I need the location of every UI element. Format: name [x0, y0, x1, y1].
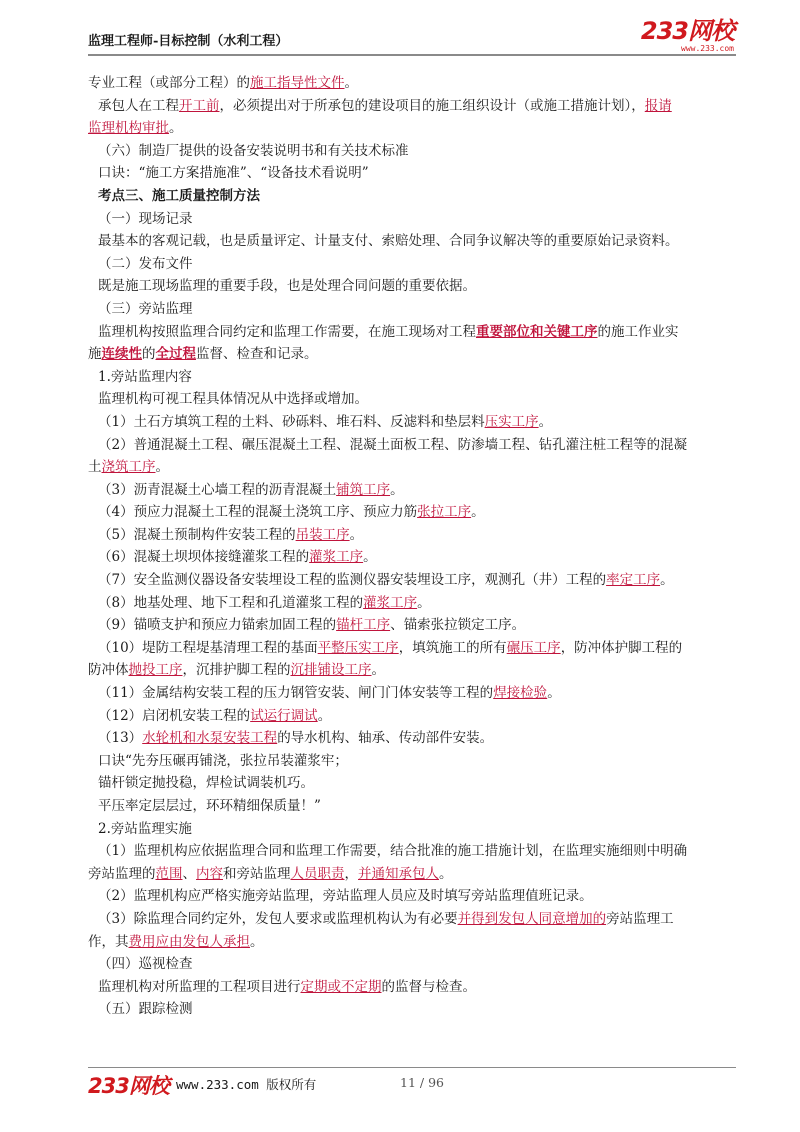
text-line [88, 659, 736, 682]
highlight-text: 并通知承包人 [358, 865, 439, 882]
text-line [88, 614, 736, 637]
page-number: 11 / 96 [400, 1075, 444, 1090]
text-line [88, 772, 736, 795]
text-segment: （三）旁站监理 [98, 300, 193, 317]
highlight-text: 率定工序 [606, 572, 661, 589]
footer-copyright: www.233.com 版权所有 [176, 1077, 317, 1092]
highlight-text: 平整压实工序 [317, 639, 399, 656]
text-segment: 承包人在工程 [98, 97, 179, 114]
highlight-text: 水轮机和水泵安装工程 [142, 730, 278, 747]
text-line [88, 931, 736, 954]
text-segment: 。 [538, 413, 553, 430]
text-segment: 。 [155, 459, 169, 476]
text-segment: 2.旁站监理实施 [98, 820, 192, 837]
text-line [88, 818, 736, 841]
text-segment: 。 [344, 75, 358, 91]
text-segment: （13） [98, 730, 143, 747]
text-segment: 口诀“先夯压碾再铺浇，张拉吊装灌浆牢； [98, 752, 348, 769]
text-segment: 。 [439, 865, 453, 882]
text-line [88, 298, 736, 321]
text-line [88, 275, 736, 298]
highlight-text: 浇筑工序 [101, 459, 156, 476]
text-line [88, 840, 736, 863]
text-line [88, 479, 736, 502]
text-line [88, 592, 736, 615]
highlight-text: 报请 [644, 97, 672, 114]
text-line [88, 366, 736, 389]
text-segment: 。 [547, 685, 561, 702]
highlight-text: 试运行调试 [250, 707, 318, 724]
text-segment: 监理机构可视工程具体情况从中选择或增加。 [98, 391, 368, 408]
text-segment: 。 [417, 594, 431, 611]
highlight-text: 定期或不定期 [300, 978, 382, 995]
text-line [88, 343, 736, 366]
text-segment: 的导水机构、轴承、传动部件安装。 [277, 730, 494, 747]
document-body [88, 72, 736, 1021]
text-segment: 防冲体 [88, 662, 129, 679]
text-segment: 。 [471, 504, 485, 521]
text-segment: （5）混凝土预制构件安装工程的 [98, 526, 296, 543]
highlight-text: 吊装工序 [295, 526, 350, 543]
text-segment: ，必须提出对于所承包的建设项目的施工组织设计（或施工措施计划）， [219, 97, 645, 114]
text-segment: （4）预应力混凝土工程的混凝土浇筑工序、预应力筋 [98, 504, 418, 521]
text-line [88, 162, 736, 185]
highlight-text: 开工前 [179, 97, 220, 114]
text-line [88, 524, 736, 547]
text-segment: 专业工程（或部分工程）的 [88, 75, 250, 91]
text-segment: 。 [349, 526, 364, 543]
text-segment: 口诀：“施工方案措施准”、“设备技术看说明” [98, 165, 369, 182]
text-line [88, 953, 736, 976]
text-segment: 。 [390, 481, 404, 498]
text-segment: （2）普通混凝土工程、碾压混凝土工程、混凝土面板工程、防渗墙工程、钻孔灌注桩工程等的混凝 [98, 436, 688, 453]
text-segment: 作，其 [88, 933, 129, 950]
text-line [88, 885, 736, 908]
text-line [88, 388, 736, 411]
text-segment: （9）锚喷支护和预应力锚索加固工程的 [98, 617, 337, 634]
highlight-text: 监理机构审批 [88, 120, 169, 137]
text-segment: 施 [88, 346, 102, 363]
text-line [88, 95, 736, 118]
text-segment: （10）堤防工程堤基清理工程的基面 [98, 639, 318, 656]
text-segment: ，防冲体护脚工程的 [560, 639, 683, 656]
text-line [88, 140, 736, 163]
text-segment: 、锚索张拉锁定工序。 [390, 617, 526, 634]
text-segment: 。 [371, 662, 385, 679]
text-segment: ，沉排护脚工程的 [182, 662, 291, 679]
highlight-text: 施工指导性文件 [250, 75, 345, 91]
text-line [88, 185, 736, 208]
highlight-text: 张拉工序 [417, 504, 472, 521]
text-segment: 监理机构对所监理的工程项目进行 [98, 978, 301, 995]
logo-text: 233网校 [640, 17, 734, 45]
text-line [88, 998, 736, 1021]
text-segment: （二）发布文件 [98, 255, 193, 272]
text-segment: ，填筑施工的所有 [398, 639, 507, 656]
text-line [88, 795, 736, 818]
text-segment: （四）巡视检查 [98, 956, 193, 973]
text-segment: （1）监理机构应依据监理合同和监理工作需要，结合批准的施工措施计划，在监理实施细则中明确 [98, 843, 688, 860]
highlight-text: 范围 [155, 865, 183, 882]
text-segment: （3）沥青混凝土心墙工程的沥青混凝土 [98, 481, 337, 498]
highlight-text: 费用应由发包人承担 [128, 933, 250, 950]
text-segment: 旁站监理工 [606, 910, 674, 927]
text-segment: 旁站监理的 [88, 865, 156, 882]
text-line [88, 117, 736, 140]
highlight-text: 沉排铺设工序 [290, 662, 372, 679]
highlight-text: 内容 [196, 865, 223, 882]
text-line [88, 682, 736, 705]
text-segment: 的施工作业实 [597, 323, 679, 340]
logo-url: www.233.com [681, 44, 734, 53]
highlight-text: 压实工序 [484, 413, 539, 430]
text-segment: 、 [182, 865, 196, 882]
section-heading: 考点三、施工质量控制方法 [98, 187, 260, 204]
header-title: 监理工程师-目标控制（水利工程） [88, 34, 289, 49]
text-line [88, 976, 736, 999]
text-segment: 最基本的客观记载，也是质量评定、计量支付、索赔处理、合同争议解决等的重要原始记录资料。 [98, 233, 679, 250]
text-segment: （1）土石方填筑工程的土料、砂砾料、堆石料、反滤料和垫层料 [98, 413, 485, 430]
text-segment: 锚杆锁定抛投稳，焊检试调装机巧。 [98, 775, 314, 792]
text-segment: 既是施工现场监理的重要手段，也是处理合同问题的重要依据。 [98, 278, 476, 295]
text-segment: （2）监理机构应严格实施旁站监理，旁站监理人员应及时填写旁站监理值班记录。 [98, 888, 593, 905]
text-segment: 的监督与检查。 [381, 978, 476, 995]
text-segment: 1.旁站监理内容 [98, 368, 192, 385]
text-segment: 。 [250, 933, 264, 950]
text-segment: （7）安全监测仪器设备安装埋设工程的监测仪器安装埋设工序，观测孔（井）工程的 [98, 572, 607, 589]
text-line [88, 637, 736, 660]
highlight-text: 抛投工序 [128, 662, 183, 679]
text-line [88, 434, 736, 457]
highlight-text: 碾压工序 [506, 639, 561, 656]
highlight-text: 锚杆工序 [336, 617, 391, 634]
text-segment: 监理机构按照监理合同约定和监理工作需要，在施工现场对工程 [98, 323, 476, 340]
text-segment: 。 [363, 549, 377, 566]
text-segment: （六）制造厂提供的设备安装说明书和有关技术标准 [98, 142, 409, 159]
text-segment: （一）现场记录 [98, 210, 193, 227]
text-segment: ， [344, 865, 358, 882]
text-line [88, 546, 736, 569]
brand-logo [641, 18, 734, 53]
text-line [88, 230, 736, 253]
page-footer [88, 1070, 736, 1096]
highlight-text: 连续性 [101, 346, 142, 363]
text-segment: 监督、检查和记录。 [196, 346, 318, 363]
footer-logo: 233网校 [88, 1074, 169, 1098]
text-segment: （6）混凝土坝坝体接缝灌浆工程的 [98, 549, 310, 566]
text-line [88, 863, 736, 886]
text-line [88, 501, 736, 524]
footer-divider [88, 1067, 736, 1068]
page-header [88, 17, 736, 54]
text-line [88, 705, 736, 728]
highlight-text: 重要部位和关键工序 [476, 323, 598, 340]
text-segment: （12）启闭机安装工程的 [98, 707, 251, 724]
text-line [88, 727, 736, 750]
text-segment: 。 [317, 707, 332, 724]
text-segment: 和旁站监理 [223, 865, 291, 882]
text-segment: （五）跟踪检测 [98, 1001, 193, 1018]
text-line [88, 908, 736, 931]
text-line [88, 208, 736, 231]
highlight-text: 全过程 [155, 346, 196, 363]
text-line [88, 411, 736, 434]
text-segment: 平压率定层层过，环环精细保质量！” [98, 798, 321, 814]
highlight-text: 人员职责 [290, 865, 345, 882]
text-line [88, 750, 736, 773]
text-segment: （3）除监理合同约定外，发包人要求或监理机构认为有必要 [98, 910, 458, 927]
text-segment: （8）地基处理、地下工程和孔道灌浆工程的 [98, 594, 364, 611]
text-line [88, 569, 736, 592]
text-segment: 土 [88, 459, 102, 476]
text-segment: 。 [660, 572, 674, 589]
header-divider [88, 54, 736, 56]
text-segment: 。 [169, 120, 183, 137]
highlight-text: 焊接检验 [493, 685, 548, 702]
text-line [88, 321, 736, 344]
text-line [88, 253, 736, 276]
highlight-text: 灌浆工序 [363, 594, 418, 611]
highlight-text: 灌浆工序 [309, 549, 364, 566]
text-segment: 的 [142, 346, 156, 363]
highlight-text: 并得到发包人同意增加的 [457, 910, 607, 927]
text-segment: （11）金属结构安装工程的压力钢管安装、闸门门体安装等工程的 [98, 685, 494, 702]
highlight-text: 铺筑工序 [336, 481, 391, 498]
text-line [88, 456, 736, 479]
text-line [88, 72, 736, 95]
